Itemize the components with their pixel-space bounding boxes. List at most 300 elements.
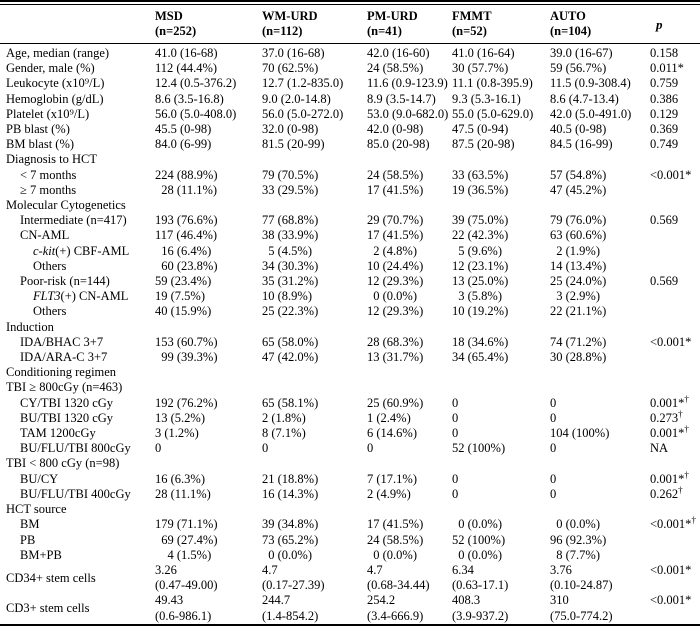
table-row <box>0 320 700 335</box>
cell-auto: 8 (7.7%) <box>550 547 600 562</box>
row-label: Others <box>33 304 67 319</box>
cell-auto: 0 <box>550 395 557 410</box>
cell-auto: 0 <box>550 471 557 486</box>
row-label: c-kit(+) CBF-AML <box>33 243 130 258</box>
cell-auto: 0 <box>550 486 557 501</box>
row-label: Conditioning regimen <box>6 365 117 380</box>
table-row <box>0 198 700 213</box>
table-top-rule <box>0 4 700 626</box>
cell-pm-urd: 12 (29.3%) <box>367 274 424 289</box>
table-row <box>0 472 700 487</box>
cell-fmmt: 33 (63.5%) <box>452 167 509 182</box>
cell-wm-urd: 16 (14.3%) <box>262 486 319 501</box>
cell-pm-urd: 28 (68.3%) <box>367 334 424 349</box>
row-label: IDA/BHAC 3+7 <box>20 334 104 349</box>
cell-p: 0.001*† <box>650 423 689 441</box>
col-title: PM-URD <box>367 9 418 23</box>
row-label: BU/CY <box>20 471 59 486</box>
cell-pm-urd <box>361 320 446 335</box>
cell-p <box>644 350 700 365</box>
cell-fmmt: 12 (23.1%) <box>452 258 509 273</box>
cell-wm-urd: 79 (70.5%) <box>262 167 319 182</box>
cell-auto <box>544 502 644 517</box>
cell-wm-urd: 37.0 (16-68) <box>262 46 325 60</box>
col-n: (n=41) <box>367 24 402 38</box>
cell-auto <box>544 380 644 395</box>
row-label: CN-AML <box>20 228 70 243</box>
cell-msd: 40 (15.9%) <box>155 304 212 319</box>
cell-msd: 59 (23.4%) <box>155 274 212 289</box>
cell-msd: 13 (5.2%) <box>155 410 205 425</box>
cell-pm-urd: 7 (17.1%) <box>367 471 417 486</box>
cell-pm-urd <box>361 456 446 471</box>
table-row <box>0 517 700 532</box>
cell-wm-urd: 56.0 (5.0-272.0) <box>262 106 344 121</box>
cell-wm-urd <box>256 198 361 213</box>
cell-auto: 40.5 (0-98) <box>550 122 607 137</box>
cell-msd <box>149 380 256 395</box>
cell-wm-urd: 47 (42.0%) <box>262 350 319 365</box>
cell-fmmt: 0 (0.0%) <box>452 517 502 532</box>
col-title: FMMT <box>452 9 492 23</box>
col-title: MSD <box>155 9 183 23</box>
cell-p: <0.001* <box>650 593 692 608</box>
cell-wm-urd <box>256 320 361 335</box>
cell-pm-urd: 53.0 (9.0-682.0) <box>367 106 449 121</box>
cell-wm-urd: 9.0 (2.0-14.8) <box>262 91 331 106</box>
cell-auto: 79 (76.0%) <box>550 213 607 228</box>
cell-p <box>644 304 700 319</box>
cell-fmmt: 5 (9.6%) <box>452 243 502 258</box>
cell-pm-urd: 13 (31.7%) <box>367 350 424 365</box>
cell-msd: 56.0 (5.0-408.0) <box>155 106 237 121</box>
cell-wm-urd: 77 (68.8%) <box>262 213 319 228</box>
row-label: HCT source <box>6 502 67 517</box>
cell-auto: 104 (100%) <box>550 426 610 441</box>
cell-wm-urd: 34 (30.3%) <box>262 258 319 273</box>
cell-p: NA <box>650 441 669 456</box>
header-row <box>0 5 700 44</box>
table-row <box>0 411 700 426</box>
table-row <box>0 365 700 380</box>
cell-msd: 45.5 (0-98) <box>155 122 212 137</box>
cell-msd <box>149 152 256 167</box>
cell-msd: 8.6 (3.5-16.8) <box>155 91 224 106</box>
table-row <box>0 152 700 167</box>
cell-msd: 41.0 (16-68) <box>155 46 218 60</box>
table-row <box>0 213 700 228</box>
cell-fmmt: 0 (0.0%) <box>452 547 502 562</box>
table-row <box>0 548 700 563</box>
table-row <box>0 304 700 319</box>
col-title: AUTO <box>550 9 586 23</box>
cell-wm-urd: 244.7 (1.4-854.2) <box>262 593 319 623</box>
cell-p <box>644 320 700 335</box>
cell-msd: 193 (76.6%) <box>155 213 218 228</box>
cell-p: 0.273† <box>650 408 683 425</box>
cell-fmmt: 87.5 (20-98) <box>452 137 515 152</box>
cell-pm-urd: 25 (60.9%) <box>367 395 424 410</box>
cell-pm-urd <box>361 365 446 380</box>
table-body <box>0 44 700 625</box>
cell-p: 0.001*† <box>650 393 689 410</box>
table-row <box>0 244 700 259</box>
cell-pm-urd: 42.0 (16-60) <box>367 46 430 60</box>
row-label: Diagnosis to HCT <box>6 152 97 167</box>
cell-pm-urd: 6 (14.6%) <box>367 426 417 441</box>
cell-pm-urd: 2 (4.8%) <box>367 243 417 258</box>
table-row <box>0 259 700 274</box>
table-row <box>0 61 700 76</box>
cell-p: 0.749 <box>650 137 679 152</box>
cell-fmmt: 52 (100%) <box>452 532 506 547</box>
cell-fmmt: 0 <box>452 471 459 486</box>
cell-wm-urd: 65 (58.0%) <box>262 334 319 349</box>
cell-msd: 224 (88.9%) <box>155 167 218 182</box>
table-row <box>0 441 700 456</box>
cell-wm-urd <box>256 152 361 167</box>
cell-auto: 3 (2.9%) <box>550 289 600 304</box>
cell-auto: 22 (21.1%) <box>550 304 607 319</box>
cell-auto: 11.5 (0.9-308.4) <box>550 76 631 91</box>
cell-pm-urd: 254.2 (3.4-666.9) <box>367 593 424 623</box>
cell-p: 0.011* <box>650 61 684 76</box>
cell-p <box>644 152 700 167</box>
cell-msd: 28 (11.1%) <box>155 486 211 501</box>
cell-wm-urd: 2 (1.8%) <box>262 410 306 425</box>
cell-fmmt: 9.3 (5.3-16.1) <box>452 91 521 106</box>
cell-p: 0.129 <box>650 106 679 121</box>
cell-msd <box>149 365 256 380</box>
cell-p: 0.262† <box>650 484 683 501</box>
cell-p: 0.759 <box>650 76 679 91</box>
cell-fmmt <box>446 320 544 335</box>
cell-wm-urd: 0 (0.0%) <box>262 547 312 562</box>
row-label: Age, median (range) <box>6 46 110 60</box>
cell-msd: 28 (11.1%) <box>155 182 218 197</box>
col-header-msd <box>149 5 256 44</box>
cell-wm-urd: 25 (22.3%) <box>262 304 319 319</box>
cell-fmmt: 11.1 (0.8-395.9) <box>452 76 533 91</box>
cell-msd: 192 (76.2%) <box>155 395 218 410</box>
row-label: TAM 1200cGy <box>20 426 96 441</box>
cell-auto <box>544 320 644 335</box>
cell-auto: 2 (1.9%) <box>550 243 600 258</box>
cell-msd <box>149 320 256 335</box>
cell-msd <box>149 502 256 517</box>
cell-pm-urd: 8.9 (3.5-14.7) <box>367 91 436 106</box>
cell-p <box>644 289 700 304</box>
cell-pm-urd: 42.0 (0-98) <box>367 122 424 137</box>
cell-fmmt: 22 (42.3%) <box>452 228 509 243</box>
cell-wm-urd: 73 (65.2%) <box>262 532 319 547</box>
col-header-wm-urd <box>256 5 361 44</box>
cell-wm-urd: 35 (31.2%) <box>262 274 319 289</box>
cell-auto <box>544 456 644 471</box>
cell-auto: 57 (54.8%) <box>550 167 607 182</box>
table-row <box>0 168 700 183</box>
cell-fmmt <box>446 198 544 213</box>
cell-p: 0.001*† <box>650 469 689 486</box>
cell-pm-urd: 24 (58.5%) <box>367 61 424 76</box>
cell-auto: 3.76 (0.10-24.87) <box>550 562 613 593</box>
cell-fmmt: 13 (25.0%) <box>452 274 509 289</box>
col-header-fmmt <box>446 5 544 44</box>
cell-msd: 16 (6.4%) <box>155 243 212 258</box>
row-label: Gender, male (%) <box>6 61 95 76</box>
row-label: BM blast (%) <box>6 137 75 152</box>
cell-fmmt: 55.0 (5.0-629.0) <box>452 106 534 121</box>
cell-msd: 3 (1.2%) <box>155 426 199 441</box>
cell-p: <0.001*† <box>650 515 696 532</box>
row-label: BU/FLU/TBI 400cGy <box>20 486 131 501</box>
cell-auto: 25 (24.0%) <box>550 274 607 289</box>
table-row <box>0 335 700 350</box>
col-header-auto <box>544 5 644 44</box>
col-header-p: p <box>644 5 700 44</box>
row-label-header <box>0 5 149 44</box>
cell-fmmt: 0 <box>452 486 459 501</box>
cell-auto: 0 <box>550 441 557 456</box>
cell-pm-urd: 17 (41.5%) <box>367 228 424 243</box>
cell-msd: 19 (7.5%) <box>155 289 205 304</box>
table-row <box>0 426 700 441</box>
cell-wm-urd: 39 (34.8%) <box>262 517 319 532</box>
row-label: TBI ≥ 800cGy (n=463) <box>6 380 123 395</box>
cell-p: 0.369 <box>650 122 679 137</box>
cell-pm-urd: 17 (41.5%) <box>367 517 424 532</box>
cell-pm-urd: 29 (70.7%) <box>367 213 424 228</box>
cell-fmmt <box>446 502 544 517</box>
cell-wm-urd: 12.7 (1.2-835.0) <box>262 76 344 91</box>
cell-p <box>644 228 700 243</box>
row-label: BU/FLU/TBI 800cGy <box>20 441 131 456</box>
col-header-pm-urd <box>361 5 446 44</box>
cell-p: 0.158 <box>650 46 679 60</box>
cell-auto: 14 (13.4%) <box>550 258 607 273</box>
cell-wm-urd: 4.7 (0.17-27.39) <box>262 562 325 593</box>
row-label: BU/TBI 1320 cGy <box>20 410 114 425</box>
cell-pm-urd: 24 (58.5%) <box>367 167 424 182</box>
row-label: PB <box>20 532 36 547</box>
cell-auto: 310 (75.0-774.2) <box>550 593 613 623</box>
cell-msd: 4 (1.5%) <box>155 547 212 562</box>
cell-wm-urd: 32.0 (0-98) <box>262 122 319 137</box>
cell-p <box>644 244 700 259</box>
row-label: Poor-risk (n=144) <box>20 274 110 289</box>
row-label: Leukocyte (x10⁹/L) <box>6 76 105 91</box>
cell-auto: 30 (28.8%) <box>550 350 607 365</box>
cell-p <box>644 365 700 380</box>
cell-wm-urd: 5 (4.5%) <box>262 243 312 258</box>
row-label: TBI < 800 cGy (n=98) <box>6 456 120 471</box>
table-row <box>0 350 700 365</box>
cell-pm-urd <box>361 152 446 167</box>
cell-fmmt: 18 (34.6%) <box>452 334 509 349</box>
cell-auto: 63 (60.6%) <box>550 228 607 243</box>
cell-p: <0.001* <box>650 334 692 349</box>
cell-auto: 39.0 (16-67) <box>550 46 613 60</box>
row-label: Hemoglobin (g/dL) <box>6 91 104 106</box>
row-label: ≥ 7 months <box>20 182 77 197</box>
table-row <box>0 183 700 198</box>
table-row <box>0 456 700 471</box>
cell-wm-urd <box>256 365 361 380</box>
table-row <box>0 502 700 517</box>
cell-auto: 0 <box>550 410 557 425</box>
cell-p <box>644 456 700 471</box>
cell-fmmt: 3 (5.8%) <box>452 289 502 304</box>
cell-fmmt: 19 (36.5%) <box>452 182 509 197</box>
cell-wm-urd <box>256 456 361 471</box>
cell-pm-urd: 24 (58.5%) <box>367 532 424 547</box>
cell-wm-urd: 0 <box>262 441 269 456</box>
cell-msd: 12.4 (0.5-376.2) <box>155 76 237 91</box>
col-n: (n=52) <box>452 24 487 38</box>
cell-fmmt: 39 (75.0%) <box>452 213 509 228</box>
cell-fmmt: 0 <box>452 426 459 441</box>
cell-wm-urd <box>256 380 361 395</box>
cell-msd: 49.43 (0.6-986.1) <box>155 593 212 623</box>
cell-auto: 74 (71.2%) <box>550 334 607 349</box>
cell-fmmt: 0 <box>452 410 459 425</box>
table-row <box>0 274 700 289</box>
row-label: Intermediate (n=417) <box>20 213 127 228</box>
cell-auto <box>544 365 644 380</box>
cell-msd: 60 (23.8%) <box>155 258 218 273</box>
row-label: Others <box>33 258 67 273</box>
row-label: PB blast (%) <box>6 122 70 137</box>
cell-pm-urd <box>361 502 446 517</box>
cell-wm-urd: 10 (8.9%) <box>262 289 312 304</box>
cell-wm-urd: 21 (18.8%) <box>262 471 319 486</box>
table-row <box>0 137 700 152</box>
cell-fmmt: 34 (65.4%) <box>452 350 509 365</box>
cell-p: 0.569 <box>650 213 679 228</box>
cell-auto: 47 (45.2%) <box>550 182 607 197</box>
cell-pm-urd <box>361 198 446 213</box>
cell-p: 0.569 <box>650 274 679 289</box>
patient-characteristics-table <box>0 5 700 626</box>
cell-msd <box>149 456 256 471</box>
table-row <box>0 380 700 395</box>
cell-p <box>644 533 700 548</box>
table-row <box>0 533 700 548</box>
cell-pm-urd: 1 (2.4%) <box>367 410 411 425</box>
cell-pm-urd: 12 (29.3%) <box>367 304 424 319</box>
cell-auto: 96 (92.3%) <box>550 532 607 547</box>
cell-pm-urd: 11.6 (0.9-123.9) <box>367 76 448 91</box>
gene-name: FLT3 <box>33 289 61 304</box>
row-label: IDA/ARA-C 3+7 <box>20 350 108 365</box>
cell-pm-urd: 17 (41.5%) <box>367 182 424 197</box>
cell-pm-urd: 2 (4.9%) <box>367 486 411 501</box>
cell-msd <box>149 198 256 213</box>
row-label: CD34+ stem cells <box>6 570 96 585</box>
cell-msd: 84.0 (6-99) <box>155 137 212 152</box>
cell-pm-urd: 85.0 (20-98) <box>367 137 430 152</box>
table-row <box>0 92 700 107</box>
cell-p <box>644 548 700 563</box>
cell-fmmt: 47.5 (0-94) <box>452 122 509 137</box>
cell-p: <0.001* <box>650 562 692 577</box>
cell-wm-urd: 65 (58.1%) <box>262 395 319 410</box>
table-row <box>0 107 700 122</box>
cell-pm-urd <box>361 380 446 395</box>
cell-pm-urd: 10 (24.4%) <box>367 258 424 273</box>
cell-p <box>644 259 700 274</box>
row-label: Induction <box>6 319 54 334</box>
cell-fmmt: 41.0 (16-64) <box>452 46 515 60</box>
cell-fmmt: 10 (19.2%) <box>452 304 509 319</box>
cell-auto: 0 (0.0%) <box>550 517 600 532</box>
row-label: CY/TBI 1320 cGy <box>20 395 114 410</box>
cell-wm-urd: 33 (29.5%) <box>262 182 319 197</box>
cell-auto: 84.5 (16-99) <box>550 137 613 152</box>
cell-msd: 16 (6.3%) <box>155 471 205 486</box>
cell-auto: 8.6 (4.7-13.4) <box>550 91 619 106</box>
cell-p: <0.001* <box>650 167 692 182</box>
table-row <box>0 593 700 624</box>
cell-pm-urd: 0 (0.0%) <box>367 289 417 304</box>
cell-wm-urd: 38 (33.9%) <box>262 228 319 243</box>
cell-fmmt: 0 <box>452 395 459 410</box>
cell-wm-urd <box>256 502 361 517</box>
col-n: (n=112) <box>262 24 303 38</box>
cell-auto: 59 (56.7%) <box>550 61 607 76</box>
cell-wm-urd: 8 (7.1%) <box>262 426 306 441</box>
cell-fmmt: 6.34 (0.63-17.1) <box>452 562 509 593</box>
cell-msd: 112 (44.4%) <box>155 61 218 76</box>
table-row <box>0 563 700 593</box>
table-row <box>0 487 700 502</box>
row-label: Platelet (x10⁹/L) <box>6 106 90 121</box>
row-label: CD3+ stem cells <box>6 600 90 615</box>
cell-msd: 3.26 (0.47-49.00) <box>155 562 218 593</box>
col-title: WM-URD <box>262 9 318 23</box>
cell-msd: 69 (27.4%) <box>155 532 218 547</box>
cell-wm-urd: 81.5 (20-99) <box>262 137 325 152</box>
table-row <box>0 76 700 91</box>
cell-auto <box>544 198 644 213</box>
table-row <box>0 122 700 137</box>
cell-fmmt <box>446 365 544 380</box>
row-label: Molecular Cytogenetics <box>6 198 126 213</box>
cell-msd: 99 (39.3%) <box>155 350 218 365</box>
table-row <box>0 44 700 62</box>
cell-msd: 153 (60.7%) <box>155 334 218 349</box>
cell-fmmt <box>446 456 544 471</box>
cell-fmmt: 408.3 (3.9-937.2) <box>452 593 509 623</box>
table-row <box>0 396 700 411</box>
cell-pm-urd: 4.7 (0.68-34.44) <box>367 562 430 593</box>
cell-msd: 0 <box>155 441 162 456</box>
col-n: (n=252) <box>155 24 197 38</box>
cell-auto <box>544 152 644 167</box>
table-row <box>0 228 700 243</box>
cell-msd: 179 (71.1%) <box>155 517 218 532</box>
row-label: BM <box>20 517 40 532</box>
cell-p <box>644 198 700 213</box>
cell-msd: 117 (46.4%) <box>155 228 218 243</box>
row-label: BM+PB <box>20 547 62 562</box>
cell-p <box>644 183 700 198</box>
row-label: FLT3(+) CN-AML <box>33 289 129 304</box>
table-row <box>0 289 700 304</box>
cell-p <box>644 380 700 395</box>
cell-pm-urd: 0 (0.0%) <box>367 547 417 562</box>
row-label: < 7 months <box>20 167 77 182</box>
